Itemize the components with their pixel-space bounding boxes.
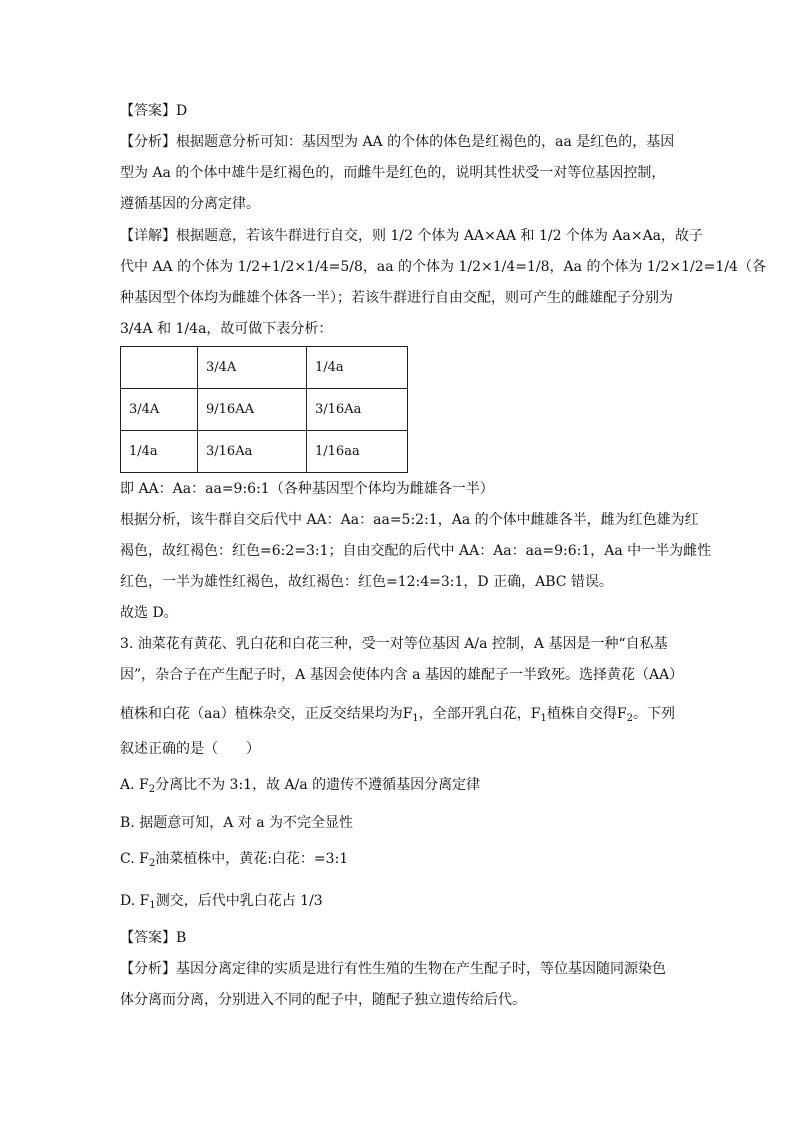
stem-text: 。下列 [632,706,675,722]
table-cell: 3/16Aa [307,389,408,431]
table-cell [121,347,198,389]
table-row [121,431,408,473]
q3-analysis-line-2: 体分离而分离，分别进入不同的配子中，随配子独立遗传给后代。 [120,992,526,1008]
table-cell: 1/4a [121,431,198,473]
stem-text: 植株和白花（aa）植株杂交，正反交结果均为 [120,706,403,722]
after-line-5: 故选 D。 [120,605,178,621]
f-subscript: 1 [412,713,419,724]
table-cell: 3/16Aa [198,431,307,473]
option-a[interactable] [120,775,480,795]
detail-line-4: 3/4A 和 1/4a，故可做下表分析： [120,321,333,337]
answer-line: 【答案】D [120,103,188,119]
option-b[interactable]: B. 据题意可知，A 对 a 为不完全显性 [120,815,353,831]
table-cell: 3/4A [121,389,198,431]
table-cell: 9/16AA [198,389,307,431]
after-line-2: 根据分析，该牛群自交后代中 AA：Aa：aa=5:2:1，Aa 的个体中雌雄各半，雌为红色雄为红 [120,512,699,528]
option-text: 分离比不为 3:1，故 A/a 的遗传不遵循基因分离定律 [155,777,481,793]
f-subscript: 2 [148,784,156,795]
table-cell: 1/4a [307,347,408,389]
f1-symbol [140,893,156,909]
q3-answer-line: 【答案】B [120,930,187,946]
detail-line-1: 【详解】根据题意，若该牛群进行自交，则 1/2 个体为 AA×AA 和 1/2 个体为 Aa×Aa，故子 [120,228,704,244]
q3-stem-line-3 [120,704,675,724]
option-label: D. [120,893,140,909]
q3-stem-line-1: 3. 油菜花有黄花、乳白花和白花三种，受一对等位基因 A/a 控制，A 基因是一种“自私基 [120,636,668,652]
table-row [121,347,408,389]
f-subscript: 2 [148,858,156,869]
option-label: A. [120,777,140,793]
punnett-table [120,346,408,473]
q3-stem-line-2: 因”，杂合子在产生配子时，A 基因会使体内含 a 基因的雄配子一半致死。选择黄花（AA） [120,667,684,683]
option-d[interactable] [120,891,323,911]
f2-symbol [139,777,155,793]
after-line-3: 褐色，故红褐色：红色=6:2=3:1；自由交配的后代中 AA：Aa：aa=9:6:1，Aa 中一半为雌性 [120,543,712,559]
option-label: C. [120,851,140,867]
detail-line-2: 代中 AA 的个体为 1/2+1/2×1/4=5/8，aa 的个体为 1/2×1/4=1/8，Aa 的个体为 1/2×1/2=1/4（各 [120,259,766,275]
f1-symbol [531,706,547,722]
f-subscript: 1 [540,713,547,724]
table-cell: 1/16aa [307,431,408,473]
detail-line-3: 种基因型个体均为雌雄个体各一半）；若该牛群进行自由交配，则可产生的雌雄配子分别为 [120,290,673,306]
f1-symbol [403,706,419,722]
f-subscript: 2 [626,713,633,724]
analysis-line-2: 型为 Aa 的个体中雄牛是红褐色的，而雌牛是红色的，说明其性状受一对等位基因控制， [120,165,666,181]
f-letter: F [402,706,413,722]
after-line-4: 红色，一半为雄性红褐色，故红褐色：红色=12:4=3:1，D 正确，ABC 错误。 [120,574,613,590]
analysis-line-3: 遵循基因的分离定律。 [120,196,260,212]
stem-text: 植株自交得 [546,706,617,722]
option-c[interactable] [120,849,348,869]
table-cell: 3/4A [198,347,307,389]
analysis-line-1: 【分析】根据题意分析可知：基因型为 AA 的个体的体色是红褐色的，aa 是红色的，基因 [120,134,675,150]
f2-symbol [139,851,155,867]
f-letter: F [139,893,150,909]
table-row [121,389,408,431]
option-text: 测交，后代中乳白花占 1/3 [155,893,323,909]
after-line-1: 即 AA：Aa：aa=9:6:1（各种基因型个体均为雌雄各一半） [120,481,494,497]
f-subscript: 1 [149,900,156,911]
q3-stem-line-4: 叙述正确的是（ ） [120,741,260,757]
f-letter: F [139,851,149,867]
f-letter: F [616,706,627,722]
f2-symbol [617,706,633,722]
f-letter: F [139,777,149,793]
q3-analysis-line-1: 【分析】基因分离定律的实质是进行有性生殖的生物在产生配子时，等位基因随同源染色 [120,961,666,977]
stem-text: ，全部开乳白花， [418,706,531,722]
option-text: 油菜植株中，黄花:白花：=3:1 [155,851,349,867]
f-letter: F [530,706,541,722]
